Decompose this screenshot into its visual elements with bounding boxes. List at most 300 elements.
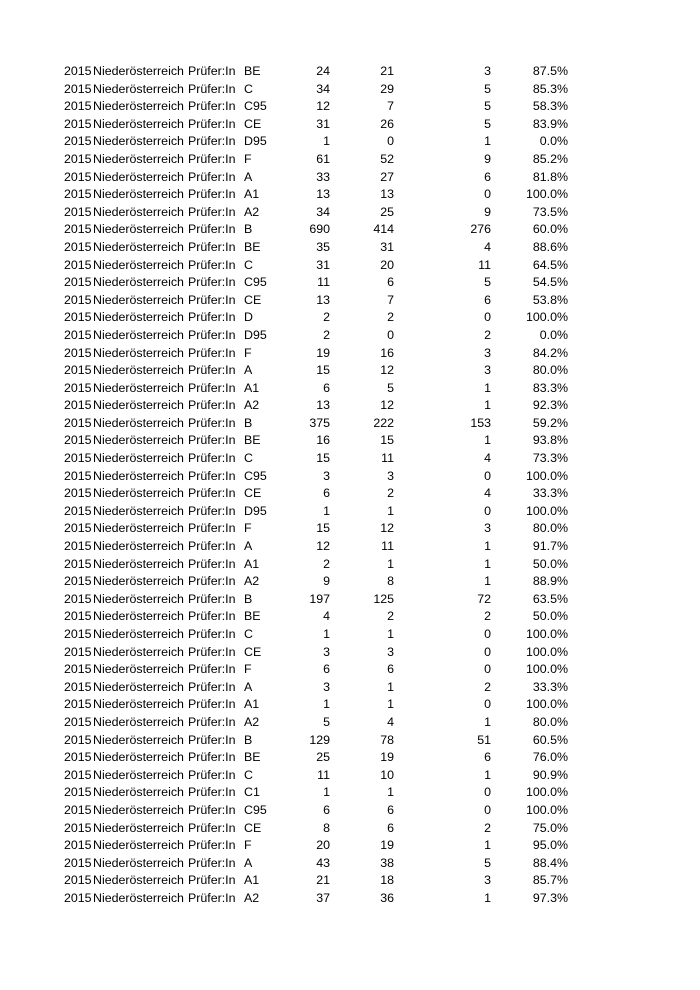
total-cell: 34	[316, 204, 330, 219]
total-cell: 5	[323, 714, 330, 729]
region-cell: Niederösterreich	[93, 81, 184, 96]
table-row	[64, 432, 568, 450]
table-row	[64, 415, 568, 433]
total-cell: 6	[323, 486, 330, 501]
passed-cell: 1	[387, 556, 394, 571]
failed-cell: 4	[484, 486, 491, 501]
table-row	[64, 63, 568, 81]
year-cell: 2015	[64, 767, 92, 782]
failed-cell: 5	[484, 99, 491, 114]
license-class-cell: D95	[244, 327, 267, 342]
passed-cell: 1	[387, 697, 394, 712]
failed-cell: 1	[484, 539, 491, 554]
pass-rate-cell: 88.6%	[532, 239, 568, 254]
table-row	[64, 309, 568, 327]
passed-cell: 20	[380, 257, 394, 272]
region-cell: Niederösterreich	[93, 257, 184, 272]
failed-cell: 2	[484, 820, 491, 835]
role-cell: Prüfer:In	[188, 609, 236, 624]
license-class-cell: F	[244, 838, 252, 853]
table-row	[64, 749, 568, 767]
passed-cell: 38	[380, 855, 394, 870]
year-cell: 2015	[64, 134, 92, 149]
failed-cell: 3	[484, 64, 491, 78]
role-cell: Prüfer:In	[188, 802, 236, 817]
table-row	[64, 468, 568, 486]
table-row	[64, 397, 568, 415]
license-class-cell: C	[244, 257, 253, 272]
pass-rate-cell: 63.5%	[532, 591, 568, 606]
role-cell: Prüfer:In	[188, 257, 236, 272]
table-row	[64, 503, 568, 521]
year-cell: 2015	[64, 556, 92, 571]
table-row	[64, 380, 568, 398]
passed-cell: 78	[380, 732, 394, 747]
region-cell: Niederösterreich	[93, 398, 184, 413]
passed-cell: 12	[380, 363, 394, 378]
pass-rate-cell: 84.2%	[532, 345, 568, 360]
failed-cell: 3	[484, 345, 491, 360]
year-cell: 2015	[64, 116, 92, 131]
passed-cell: 52	[380, 151, 394, 166]
year-cell: 2015	[64, 327, 92, 342]
region-cell: Niederösterreich	[93, 644, 184, 659]
table-row	[64, 81, 568, 99]
region-cell: Niederösterreich	[93, 539, 184, 554]
role-cell: Prüfer:In	[188, 451, 236, 466]
failed-cell: 1	[484, 714, 491, 729]
pass-rate-cell: 87.5%	[532, 64, 568, 78]
region-cell: Niederösterreich	[93, 679, 184, 694]
failed-cell: 6	[484, 169, 491, 184]
region-cell: Niederösterreich	[93, 380, 184, 395]
failed-cell: 0	[484, 468, 491, 483]
role-cell: Prüfer:In	[188, 239, 236, 254]
year-cell: 2015	[64, 486, 92, 501]
failed-cell: 3	[484, 521, 491, 536]
role-cell: Prüfer:In	[188, 64, 236, 78]
passed-cell: 6	[387, 275, 394, 290]
region-cell: Niederösterreich	[93, 767, 184, 782]
pass-rate-cell: 100.0%	[525, 802, 568, 817]
license-class-cell: A2	[244, 714, 260, 729]
pass-rate-cell: 88.9%	[532, 574, 568, 589]
year-cell: 2015	[64, 257, 92, 272]
failed-cell: 0	[484, 310, 491, 325]
year-cell: 2015	[64, 239, 92, 254]
year-cell: 2015	[64, 609, 92, 624]
table-row	[64, 608, 568, 626]
pass-rate-cell: 92.3%	[532, 398, 568, 413]
total-cell: 13	[316, 292, 330, 307]
pass-rate-cell: 53.8%	[532, 292, 568, 307]
year-cell: 2015	[64, 151, 92, 166]
year-cell: 2015	[64, 785, 92, 800]
table-row	[64, 696, 568, 714]
table-row	[64, 538, 568, 556]
total-cell: 35	[316, 239, 330, 254]
role-cell: Prüfer:In	[188, 503, 236, 518]
role-cell: Prüfer:In	[188, 574, 236, 589]
passed-cell: 31	[380, 239, 394, 254]
table-row	[64, 292, 568, 310]
region-cell: Niederösterreich	[93, 204, 184, 219]
license-class-cell: A1	[244, 697, 260, 712]
license-class-cell: BE	[244, 609, 261, 624]
table-row	[64, 820, 568, 838]
failed-cell: 5	[484, 116, 491, 131]
year-cell: 2015	[64, 345, 92, 360]
failed-cell: 1	[484, 380, 491, 395]
license-class-cell: A	[244, 539, 253, 554]
year-cell: 2015	[64, 310, 92, 325]
total-cell: 129	[309, 732, 330, 747]
license-class-cell: C95	[244, 275, 267, 290]
region-cell: Niederösterreich	[93, 609, 184, 624]
role-cell: Prüfer:In	[188, 134, 236, 149]
passed-cell: 1	[387, 627, 394, 641]
passed-cell: 4	[387, 714, 394, 729]
region-cell: Niederösterreich	[93, 415, 184, 430]
passed-cell: 25	[380, 204, 394, 219]
table-row	[64, 98, 568, 116]
license-class-cell: F	[244, 345, 252, 360]
license-class-cell: B	[244, 222, 253, 237]
pass-rate-cell: 100.0%	[525, 662, 568, 677]
total-cell: 3	[323, 644, 330, 659]
total-cell: 12	[316, 539, 330, 554]
failed-cell: 0	[484, 697, 491, 712]
license-class-cell: A2	[244, 890, 260, 905]
license-class-cell: F	[244, 662, 252, 677]
region-cell: Niederösterreich	[93, 521, 184, 536]
total-cell: 21	[316, 873, 330, 888]
license-class-cell: CE	[244, 292, 262, 307]
year-cell: 2015	[64, 539, 92, 554]
total-cell: 25	[316, 750, 330, 765]
role-cell: Prüfer:In	[188, 750, 236, 765]
pass-rate-cell: 50.0%	[532, 556, 568, 571]
table-row	[64, 221, 568, 239]
pass-rate-cell: 81.8%	[532, 169, 568, 184]
failed-cell: 51	[477, 732, 491, 747]
role-cell: Prüfer:In	[188, 591, 236, 606]
region-cell: Niederösterreich	[93, 64, 184, 78]
role-cell: Prüfer:In	[188, 767, 236, 782]
pass-rate-cell: 93.8%	[532, 433, 568, 448]
year-cell: 2015	[64, 292, 92, 307]
passed-cell: 6	[387, 662, 394, 677]
license-class-cell: C	[244, 451, 253, 466]
pass-rate-cell: 80.0%	[532, 714, 568, 729]
role-cell: Prüfer:In	[188, 486, 236, 501]
year-cell: 2015	[64, 468, 92, 483]
table-row	[64, 802, 568, 820]
license-class-cell: C95	[244, 99, 267, 114]
table-row	[64, 169, 568, 187]
total-cell: 61	[316, 151, 330, 166]
region-cell: Niederösterreich	[93, 591, 184, 606]
region-cell: Niederösterreich	[93, 627, 184, 641]
license-class-cell: BE	[244, 64, 261, 78]
total-cell: 6	[323, 380, 330, 395]
pass-rate-cell: 73.5%	[532, 204, 568, 219]
license-class-cell: A1	[244, 873, 260, 888]
role-cell: Prüfer:In	[188, 151, 236, 166]
year-cell: 2015	[64, 855, 92, 870]
failed-cell: 11	[478, 257, 491, 272]
passed-cell: 414	[373, 222, 394, 237]
total-cell: 13	[316, 187, 330, 202]
table-row	[64, 274, 568, 292]
passed-cell: 0	[387, 327, 394, 342]
role-cell: Prüfer:In	[188, 363, 236, 378]
year-cell: 2015	[64, 204, 92, 219]
passed-cell: 27	[380, 169, 394, 184]
table-row	[64, 204, 568, 222]
pass-rate-cell: 76.0%	[532, 750, 568, 765]
total-cell: 33	[316, 169, 330, 184]
license-class-cell: A2	[244, 398, 260, 413]
failed-cell: 1	[484, 134, 491, 149]
table-row	[64, 186, 568, 204]
region-cell: Niederösterreich	[93, 116, 184, 131]
license-class-cell: A2	[244, 574, 260, 589]
failed-cell: 4	[484, 451, 491, 466]
pass-rate-cell: 50.0%	[532, 609, 568, 624]
role-cell: Prüfer:In	[188, 662, 236, 677]
passed-cell: 16	[380, 345, 394, 360]
role-cell: Prüfer:In	[188, 890, 236, 905]
license-class-cell: A	[244, 679, 253, 694]
table-row	[64, 767, 568, 785]
region-cell: Niederösterreich	[93, 433, 184, 448]
license-class-cell: A1	[244, 187, 260, 202]
license-class-cell: D95	[244, 503, 267, 518]
license-class-cell: D	[244, 310, 253, 325]
region-cell: Niederösterreich	[93, 574, 184, 589]
role-cell: Prüfer:In	[188, 873, 236, 888]
passed-cell: 0	[387, 134, 394, 149]
passed-cell: 8	[387, 574, 394, 589]
license-class-cell: CE	[244, 820, 262, 835]
passed-cell: 1	[387, 785, 394, 800]
total-cell: 1	[323, 503, 330, 518]
region-cell: Niederösterreich	[93, 855, 184, 870]
passed-cell: 10	[380, 767, 394, 782]
passed-cell: 3	[387, 644, 394, 659]
region-cell: Niederösterreich	[93, 151, 184, 166]
failed-cell: 0	[484, 627, 491, 641]
table-row	[64, 714, 568, 732]
role-cell: Prüfer:In	[188, 327, 236, 342]
passed-cell: 13	[380, 187, 394, 202]
passed-cell: 2	[387, 609, 394, 624]
license-class-cell: C	[244, 767, 253, 782]
failed-cell: 0	[484, 802, 491, 817]
region-cell: Niederösterreich	[93, 468, 184, 483]
table-row	[64, 855, 568, 873]
license-class-cell: A1	[244, 556, 260, 571]
pass-rate-cell: 0.0%	[539, 327, 568, 342]
passed-cell: 2	[387, 310, 394, 325]
year-cell: 2015	[64, 415, 92, 430]
failed-cell: 3	[484, 363, 491, 378]
license-class-cell: D95	[244, 134, 267, 149]
role-cell: Prüfer:In	[188, 292, 236, 307]
table-row	[64, 151, 568, 169]
passed-cell: 1	[387, 503, 394, 518]
table-row	[64, 679, 568, 697]
passed-cell: 26	[380, 116, 394, 131]
failed-cell: 5	[484, 81, 491, 96]
failed-cell: 1	[484, 556, 491, 571]
table-row	[64, 644, 568, 662]
passed-cell: 15	[380, 433, 394, 448]
failed-cell: 5	[484, 855, 491, 870]
region-cell: Niederösterreich	[93, 556, 184, 571]
failed-cell: 2	[484, 679, 491, 694]
table-row	[64, 626, 568, 644]
passed-cell: 29	[380, 81, 394, 96]
total-cell: 31	[316, 257, 330, 272]
year-cell: 2015	[64, 820, 92, 835]
year-cell: 2015	[64, 890, 92, 905]
region-cell: Niederösterreich	[93, 345, 184, 360]
role-cell: Prüfer:In	[188, 204, 236, 219]
year-cell: 2015	[64, 697, 92, 712]
region-cell: Niederösterreich	[93, 134, 184, 149]
total-cell: 1	[323, 785, 330, 800]
role-cell: Prüfer:In	[188, 81, 236, 96]
year-cell: 2015	[64, 591, 92, 606]
total-cell: 19	[316, 345, 330, 360]
region-cell: Niederösterreich	[93, 363, 184, 378]
passed-cell: 19	[380, 750, 394, 765]
role-cell: Prüfer:In	[188, 627, 236, 641]
failed-cell: 2	[484, 327, 491, 342]
license-class-cell: CE	[244, 644, 262, 659]
passed-cell: 12	[380, 521, 394, 536]
pass-rate-cell: 85.7%	[532, 873, 568, 888]
role-cell: Prüfer:In	[188, 468, 236, 483]
table-row	[64, 450, 568, 468]
passed-cell: 18	[380, 873, 394, 888]
year-cell: 2015	[64, 574, 92, 589]
license-class-cell: A2	[244, 204, 260, 219]
failed-cell: 276	[470, 222, 491, 237]
pass-rate-cell: 58.3%	[532, 99, 568, 114]
passed-cell: 19	[380, 838, 394, 853]
total-cell: 2	[323, 327, 330, 342]
role-cell: Prüfer:In	[188, 785, 236, 800]
license-class-cell: F	[244, 151, 252, 166]
region-cell: Niederösterreich	[93, 292, 184, 307]
role-cell: Prüfer:In	[188, 539, 236, 554]
year-cell: 2015	[64, 380, 92, 395]
failed-cell: 9	[484, 204, 491, 219]
total-cell: 16	[316, 433, 330, 448]
pass-rate-cell: 100.0%	[525, 785, 568, 800]
role-cell: Prüfer:In	[188, 380, 236, 395]
failed-cell: 0	[484, 503, 491, 518]
passed-cell: 11	[381, 539, 394, 554]
role-cell: Prüfer:In	[188, 415, 236, 430]
passed-cell: 6	[387, 802, 394, 817]
total-cell: 20	[316, 838, 330, 853]
pass-rate-cell: 95.0%	[532, 838, 568, 853]
failed-cell: 1	[484, 767, 491, 782]
license-class-cell: B	[244, 732, 253, 747]
region-cell: Niederösterreich	[93, 697, 184, 712]
license-class-cell: B	[244, 415, 253, 430]
total-cell: 2	[323, 310, 330, 325]
region-cell: Niederösterreich	[93, 187, 184, 202]
total-cell: 43	[316, 855, 330, 870]
role-cell: Prüfer:In	[188, 855, 236, 870]
region-cell: Niederösterreich	[93, 785, 184, 800]
failed-cell: 1	[484, 890, 491, 905]
pass-rate-cell: 59.2%	[532, 415, 568, 430]
year-cell: 2015	[64, 169, 92, 184]
year-cell: 2015	[64, 503, 92, 518]
passed-cell: 21	[380, 64, 394, 78]
total-cell: 1	[323, 697, 330, 712]
region-cell: Niederösterreich	[93, 275, 184, 290]
license-class-cell: C1	[244, 785, 260, 800]
pass-rate-cell: 33.3%	[532, 486, 568, 501]
role-cell: Prüfer:In	[188, 275, 236, 290]
license-class-cell: C	[244, 81, 253, 96]
role-cell: Prüfer:In	[188, 433, 236, 448]
table-row	[64, 257, 568, 275]
total-cell: 9	[323, 574, 330, 589]
role-cell: Prüfer:In	[188, 838, 236, 853]
region-cell: Niederösterreich	[93, 239, 184, 254]
year-cell: 2015	[64, 222, 92, 237]
total-cell: 4	[323, 609, 330, 624]
region-cell: Niederösterreich	[93, 714, 184, 729]
table-row	[64, 556, 568, 574]
total-cell: 3	[323, 468, 330, 483]
year-cell: 2015	[64, 363, 92, 378]
total-cell: 2	[323, 556, 330, 571]
role-cell: Prüfer:In	[188, 556, 236, 571]
failed-cell: 1	[484, 398, 491, 413]
year-cell: 2015	[64, 275, 92, 290]
total-cell: 3	[323, 679, 330, 694]
failed-cell: 153	[470, 415, 491, 430]
passed-cell: 6	[387, 820, 394, 835]
table-row	[64, 732, 568, 750]
table-row	[64, 784, 568, 802]
pass-rate-cell: 64.5%	[532, 257, 568, 272]
pass-rate-cell: 100.0%	[525, 503, 568, 518]
role-cell: Prüfer:In	[188, 697, 236, 712]
license-class-cell: A	[244, 363, 253, 378]
pass-rate-cell: 97.3%	[532, 890, 568, 905]
role-cell: Prüfer:In	[188, 732, 236, 747]
failed-cell: 1	[484, 433, 491, 448]
year-cell: 2015	[64, 662, 92, 677]
region-cell: Niederösterreich	[93, 662, 184, 677]
total-cell: 1	[323, 134, 330, 149]
failed-cell: 72	[477, 591, 491, 606]
table-row	[64, 591, 568, 609]
failed-cell: 0	[484, 644, 491, 659]
role-cell: Prüfer:In	[188, 345, 236, 360]
region-cell: Niederösterreich	[93, 99, 184, 114]
